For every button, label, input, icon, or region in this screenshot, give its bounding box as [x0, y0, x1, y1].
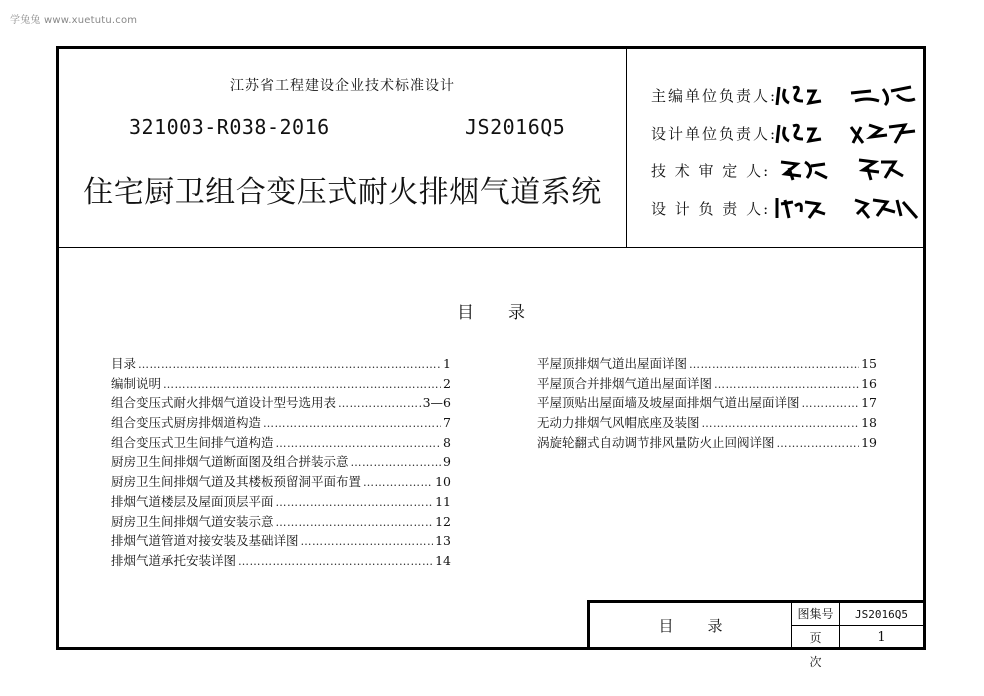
toc-page: 12	[435, 514, 451, 529]
toc-entry[interactable]	[111, 355, 451, 373]
toc-page: 17	[861, 395, 877, 410]
toc-entry[interactable]	[537, 355, 877, 373]
toc-entry[interactable]	[537, 434, 877, 452]
toc-entry[interactable]	[537, 414, 877, 432]
leader-dots	[338, 395, 421, 413]
page-number-value: 1	[877, 630, 886, 645]
leader-dots	[238, 553, 433, 571]
toc-entry[interactable]	[111, 513, 451, 531]
toc-label: 平屋顶排烟气道出屋面详图	[537, 356, 688, 371]
toc-label: 排烟气道楼层及屋面顶层平面	[111, 494, 274, 509]
atlas-number-label: 图集号	[792, 603, 840, 626]
toc-page: 10	[435, 474, 451, 489]
toc-label: 厨房卫生间排烟气道及其楼板预留洞平面布置	[111, 474, 362, 489]
organization: 江苏省工程建设企业技术标准设计	[230, 78, 455, 94]
toc-entry[interactable]	[111, 493, 451, 511]
toc-entry[interactable]	[111, 532, 451, 550]
toc-label: 厨房卫生间排烟气道安装示意	[111, 514, 274, 529]
standard-number: 321003-R038-2016	[129, 115, 330, 139]
signature-label: 主编单位负责人:	[651, 87, 778, 105]
leader-dots	[714, 376, 859, 394]
toc-label: 平屋顶合并排烟气道出屋面详图	[537, 376, 713, 391]
toc-page: 19	[861, 435, 877, 450]
handwritten-signature	[771, 79, 921, 109]
toc-label: 排烟气道管道对接安装及基础详图	[111, 533, 299, 548]
leader-dots	[363, 474, 433, 492]
toc-entry[interactable]	[111, 394, 451, 412]
toc-entry[interactable]	[111, 434, 451, 452]
leader-dots	[351, 454, 442, 472]
toc-entry[interactable]	[537, 394, 877, 412]
signature-label: 技 术 审 定 人:	[651, 162, 771, 180]
title-block-name: 目录	[590, 603, 792, 650]
toc-page: 13	[435, 533, 451, 548]
toc-page: 7	[443, 415, 451, 430]
signature-row-design-unit	[651, 117, 923, 147]
watermark: 学兔兔 www.xuetutu.com	[10, 15, 138, 26]
leader-dots	[689, 356, 859, 374]
toc-entry[interactable]	[111, 375, 451, 393]
toc-page: 1	[443, 356, 451, 371]
leader-dots	[702, 415, 860, 433]
leader-dots	[276, 494, 434, 512]
leader-dots	[263, 415, 441, 433]
toc-page: 14	[435, 553, 451, 568]
atlas-number: JS2016Q5	[465, 115, 566, 139]
signature-row-chief-editor	[651, 79, 923, 109]
drawing-frame	[56, 46, 926, 669]
leader-dots	[276, 514, 434, 532]
toc-page: 18	[861, 415, 877, 430]
toc-label: 组合变压式耐火排烟气道设计型号选用表	[111, 395, 337, 410]
page-number-label: 页次	[792, 626, 840, 650]
toc-label: 组合变压式卫生间排气道构造	[111, 435, 274, 450]
leader-dots	[301, 533, 434, 551]
toc-entry[interactable]	[537, 375, 877, 393]
toc-page: 11	[435, 494, 451, 509]
toc-label: 厨房卫生间排烟气道断面图及组合拼装示意	[111, 454, 349, 469]
handwritten-signature	[771, 154, 921, 184]
signature-row-design-lead	[651, 192, 923, 222]
header-block	[59, 49, 923, 248]
handwritten-signature	[771, 117, 921, 147]
toc-page: 9	[443, 454, 451, 469]
toc-page: 15	[861, 356, 877, 371]
toc-label: 目录	[111, 356, 137, 371]
toc-page: 3—6	[422, 395, 451, 410]
leader-dots	[777, 435, 860, 453]
signature-label: 设 计 负 责 人:	[651, 200, 771, 218]
toc-page: 8	[443, 435, 451, 450]
atlas-number-value: JS2016Q5	[840, 603, 923, 626]
header-title-area	[59, 49, 627, 247]
leader-dots	[138, 356, 441, 374]
toc-page: 2	[443, 376, 451, 391]
title-block	[587, 600, 923, 669]
handwritten-signature	[771, 192, 921, 222]
toc-page: 16	[861, 376, 877, 391]
toc-heading: 目录	[457, 303, 559, 323]
leader-dots	[276, 435, 442, 453]
toc-entry[interactable]	[111, 473, 451, 491]
leader-dots	[802, 395, 860, 413]
toc-label: 无动力排烟气风帽底座及装图	[537, 415, 700, 430]
toc-label: 组合变压式厨房排烟道构造	[111, 415, 262, 430]
toc-label: 排烟气道承托安装详图	[111, 553, 237, 568]
toc-entry[interactable]	[111, 552, 451, 570]
signature-row-technical-approver	[651, 154, 923, 184]
toc-label: 编制说明	[111, 376, 162, 391]
toc-entry[interactable]	[111, 453, 451, 471]
toc-label: 涡旋轮翻式自动调节排风量防火止回阀详图	[537, 435, 775, 450]
leader-dots	[163, 376, 441, 394]
toc-label: 平屋顶贴出屋面墙及坡屋面排烟气道出屋面详图	[537, 395, 800, 410]
signature-label: 设计单位负责人:	[651, 125, 778, 143]
toc-entry[interactable]	[111, 414, 451, 432]
document-title: 住宅厨卫组合变压式耐火排烟气道系统	[83, 175, 602, 210]
